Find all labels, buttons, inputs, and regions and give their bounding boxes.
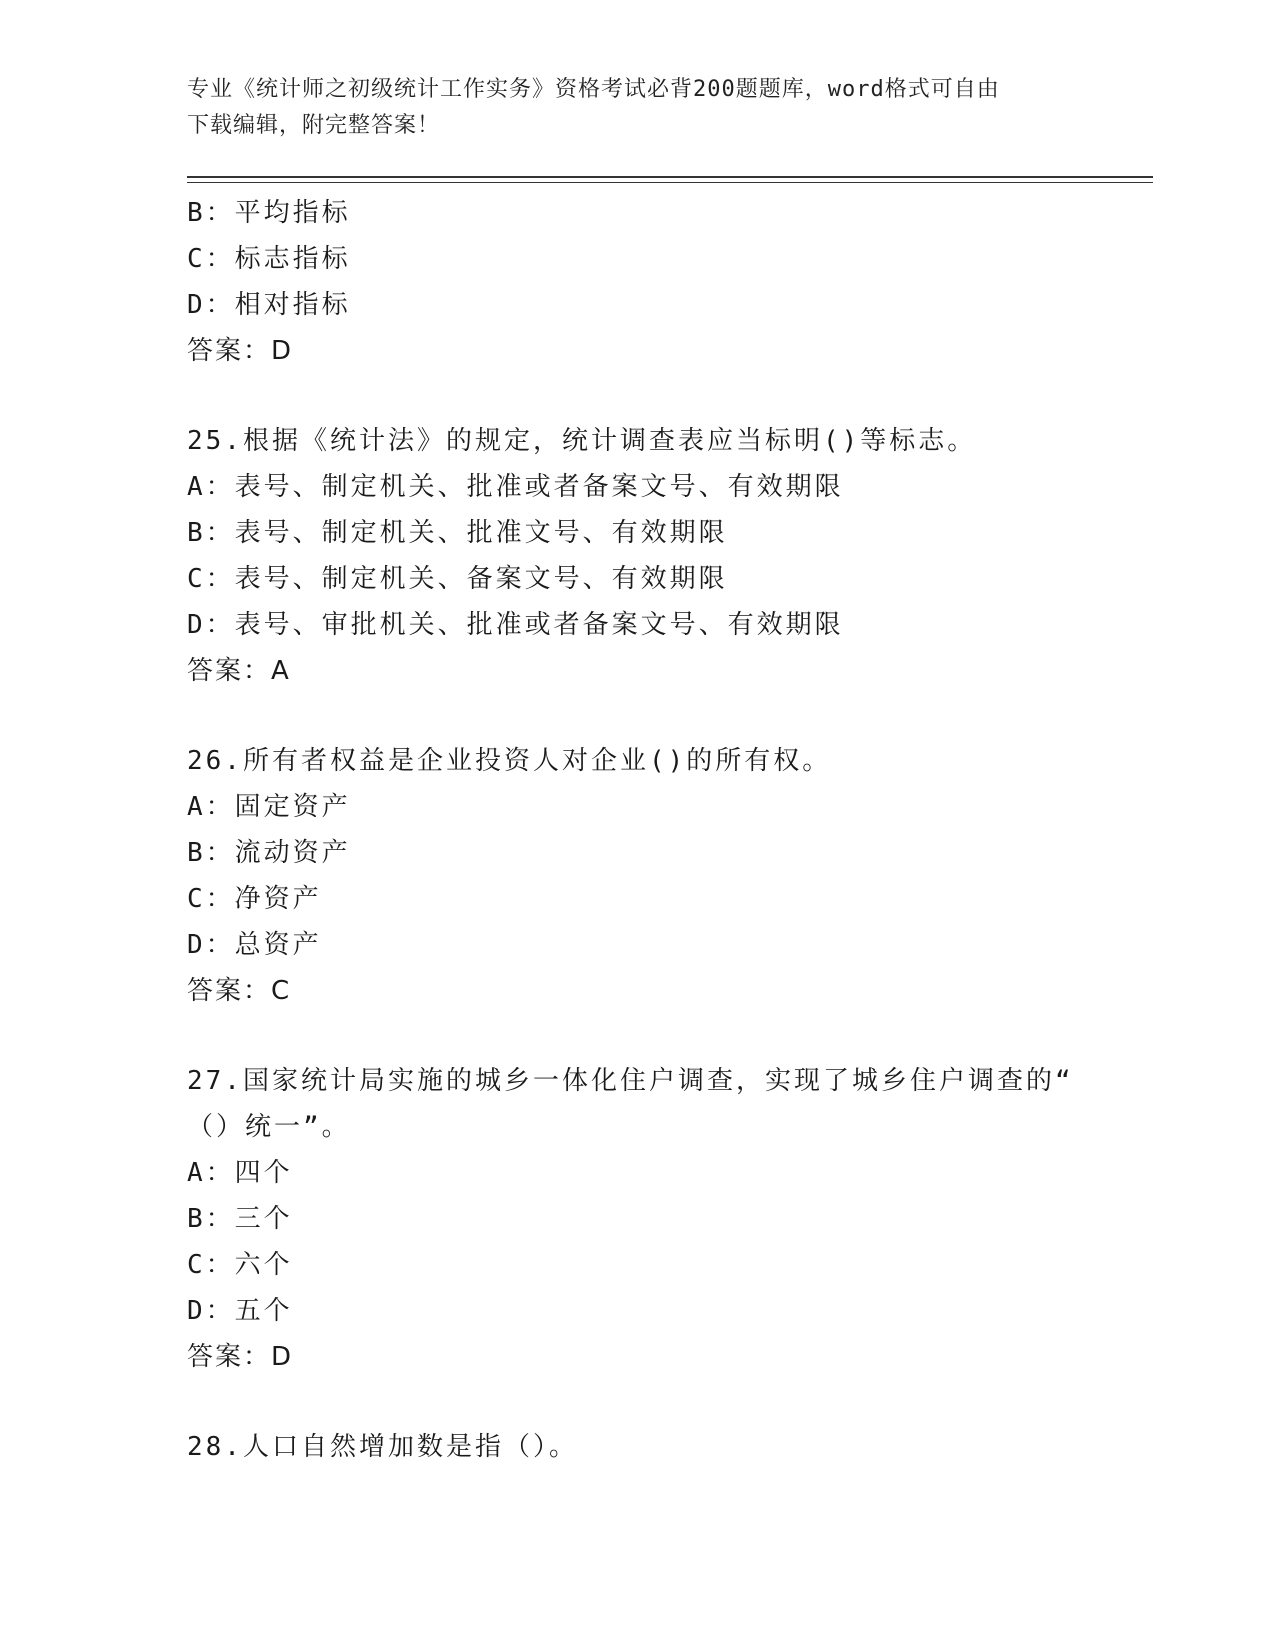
question-text: 28.人口自然增加数是指（）。 [187, 1432, 578, 1462]
document-header [187, 72, 1087, 144]
question-25 [187, 418, 1087, 694]
option-b: B：表号、制定机关、批准文号、有效期限 [187, 518, 728, 548]
question-24-tail [187, 190, 1087, 374]
option-b: B：流动资产 [187, 838, 351, 868]
header-divider-thick [187, 176, 1153, 178]
question-text: 25.根据《统计法》的规定，统计调查表应当标明()等标志。 [187, 426, 977, 456]
question-list [187, 190, 1087, 1470]
question-26 [187, 738, 1087, 1014]
spacer [187, 694, 1087, 738]
question-text: 26.所有者权益是企业投资人对企业()的所有权。 [187, 746, 832, 776]
header-title-line-1: 专业《统计师之初级统计工作实务》资格考试必背200题题库，word格式可自由 [187, 77, 1000, 102]
option-d: D：总资产 [187, 930, 322, 960]
answer-line: 答案：D [187, 336, 294, 366]
option-d: D：相对指标 [187, 290, 351, 320]
option-c: C：净资产 [187, 884, 322, 914]
option-a: A：固定资产 [187, 792, 351, 822]
answer-line: 答案：A [187, 656, 291, 686]
answer-line: 答案：D [187, 1342, 294, 1372]
question-27 [187, 1058, 1087, 1380]
header-divider-thin [187, 182, 1153, 183]
option-c: C：表号、制定机关、备案文号、有效期限 [187, 564, 728, 594]
option-d: D：表号、审批机关、批准或者备案文号、有效期限 [187, 610, 844, 640]
answer-line: 答案：C [187, 976, 292, 1006]
spacer [187, 1014, 1087, 1058]
header-title-line-2: 下载编辑，附完整答案！ [187, 113, 441, 138]
spacer [187, 374, 1087, 418]
option-c: C：标志指标 [187, 244, 351, 274]
spacer [187, 1380, 1087, 1424]
option-a: A：表号、制定机关、批准或者备案文号、有效期限 [187, 472, 844, 502]
question-text-line-1: 27.国家统计局实施的城乡一体化住户调查，实现了城乡住户调查的“ [187, 1066, 1074, 1096]
option-d: D：五个 [187, 1296, 293, 1326]
option-c: C：六个 [187, 1250, 293, 1280]
option-b: B：三个 [187, 1204, 293, 1234]
question-28 [187, 1424, 1087, 1470]
option-b: B：平均指标 [187, 198, 351, 228]
question-text-line-2: （）统一”。 [187, 1112, 351, 1142]
option-a: A：四个 [187, 1158, 293, 1188]
